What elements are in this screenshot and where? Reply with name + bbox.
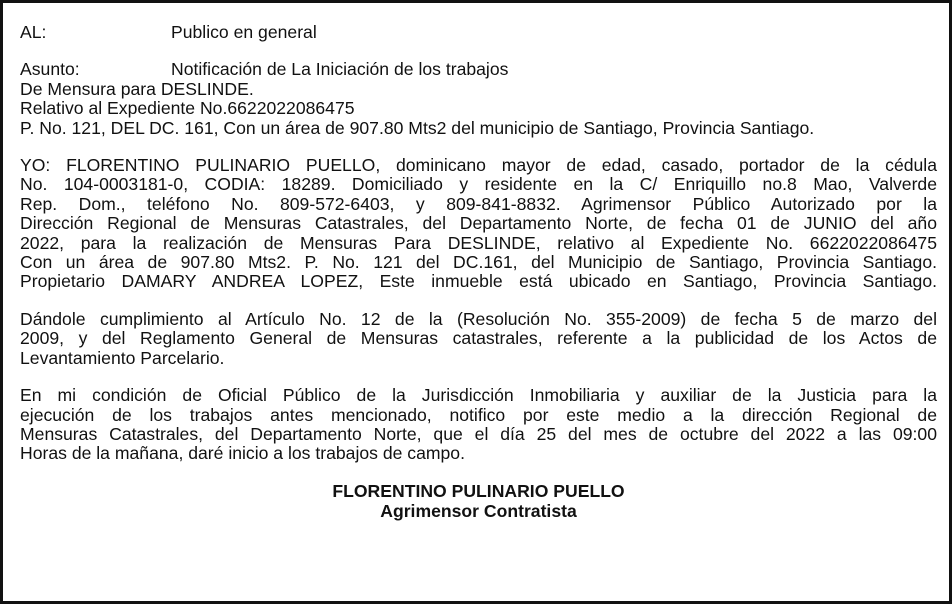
paragraph-line: Dirección Regional de Mensuras Catastrales, del Departamento Norte, de fecha 01 de JUNIO del año — [20, 213, 937, 234]
signature-name: FLORENTINO PULINARIO PUELLO — [332, 480, 625, 501]
paragraph-line: YO: FLORENTINO PULINARIO PUELLO, dominicano mayor de edad, casado, portador de la cédula — [20, 155, 937, 176]
paragraph-line: Rep. Dom., teléfono No. 809-572-6403, y 809-841-8832. Agrimensor Público Autorizado por la — [20, 193, 937, 214]
paragraph-line: Mensuras Catastrales, del Departamento Norte, que el día 25 del mes de octubre del 2022 a las 09:00 — [20, 423, 937, 444]
paragraph-line: En mi condición de Oficial Público de la Jurisdicción Inmobiliaria y auxiliar de la Justicia para la — [20, 385, 937, 406]
subject-line: P. No. 121, DEL DC. 161, Con un área de 907.80 Mts2 del municipio de Santiago, Provincia Santiago. — [20, 117, 815, 138]
subject-row — [20, 60, 937, 79]
spacer — [20, 292, 937, 310]
declaration-paragraph — [20, 156, 937, 292]
paragraph-line: Levantamiento Parcelario. — [20, 347, 225, 368]
subject-line: De Mensura para DESLINDE. — [20, 78, 254, 99]
paragraph-line: Horas de la mañana, daré inicio a los trabajos de campo. — [20, 443, 465, 464]
spacer — [20, 42, 937, 60]
signature-block — [20, 481, 937, 521]
subject-value: Notificación de La Iniciación de los trabajos — [171, 59, 509, 80]
paragraph-line: Propietario DAMARY ANDREA LOPEZ, Este inmueble está ubicado en Santiago, Provincia Santiago. — [20, 271, 937, 292]
paragraph-line: 2009, y del Reglamento General de Mensuras catastrales, referente a la publicidad de los Actos de — [20, 328, 937, 349]
subject-label: Asunto: — [20, 59, 80, 80]
compliance-paragraph — [20, 310, 937, 368]
spacer — [20, 138, 937, 156]
paragraph-line: No. 104-0003181-0, CODIA: 18289. Domiciliado y residente en la C/ Enriquillo no.8 Mao, Valverde — [20, 174, 937, 195]
signature-title: Agrimensor Contratista — [380, 500, 577, 521]
paragraph-line: Con un área de 907.80 Mts2. P. No. 121 del DC.161, del Municipio de Santiago, Provincia Santiago. — [20, 252, 937, 273]
subject-line: Relativo al Expediente No.6622022086475 — [20, 98, 355, 119]
recipient-label: AL: — [20, 22, 47, 42]
notification-paragraph — [20, 386, 937, 464]
recipient-row — [20, 23, 937, 42]
paragraph-line: ejecución de los trabajos antes mencionado, notifico por este medio a la dirección Regional de — [20, 404, 937, 425]
spacer — [20, 368, 937, 386]
recipient-value: Publico en general — [171, 22, 317, 42]
paragraph-line: Dándole cumplimiento al Artículo No. 12 de la (Resolución No. 355-2009) de fecha 5 de marzo del — [20, 308, 937, 329]
paragraph-line: 2022, para la realización de Mensuras Para DESLINDE, relativo al Expediente No. 6622022086475 — [20, 232, 937, 253]
